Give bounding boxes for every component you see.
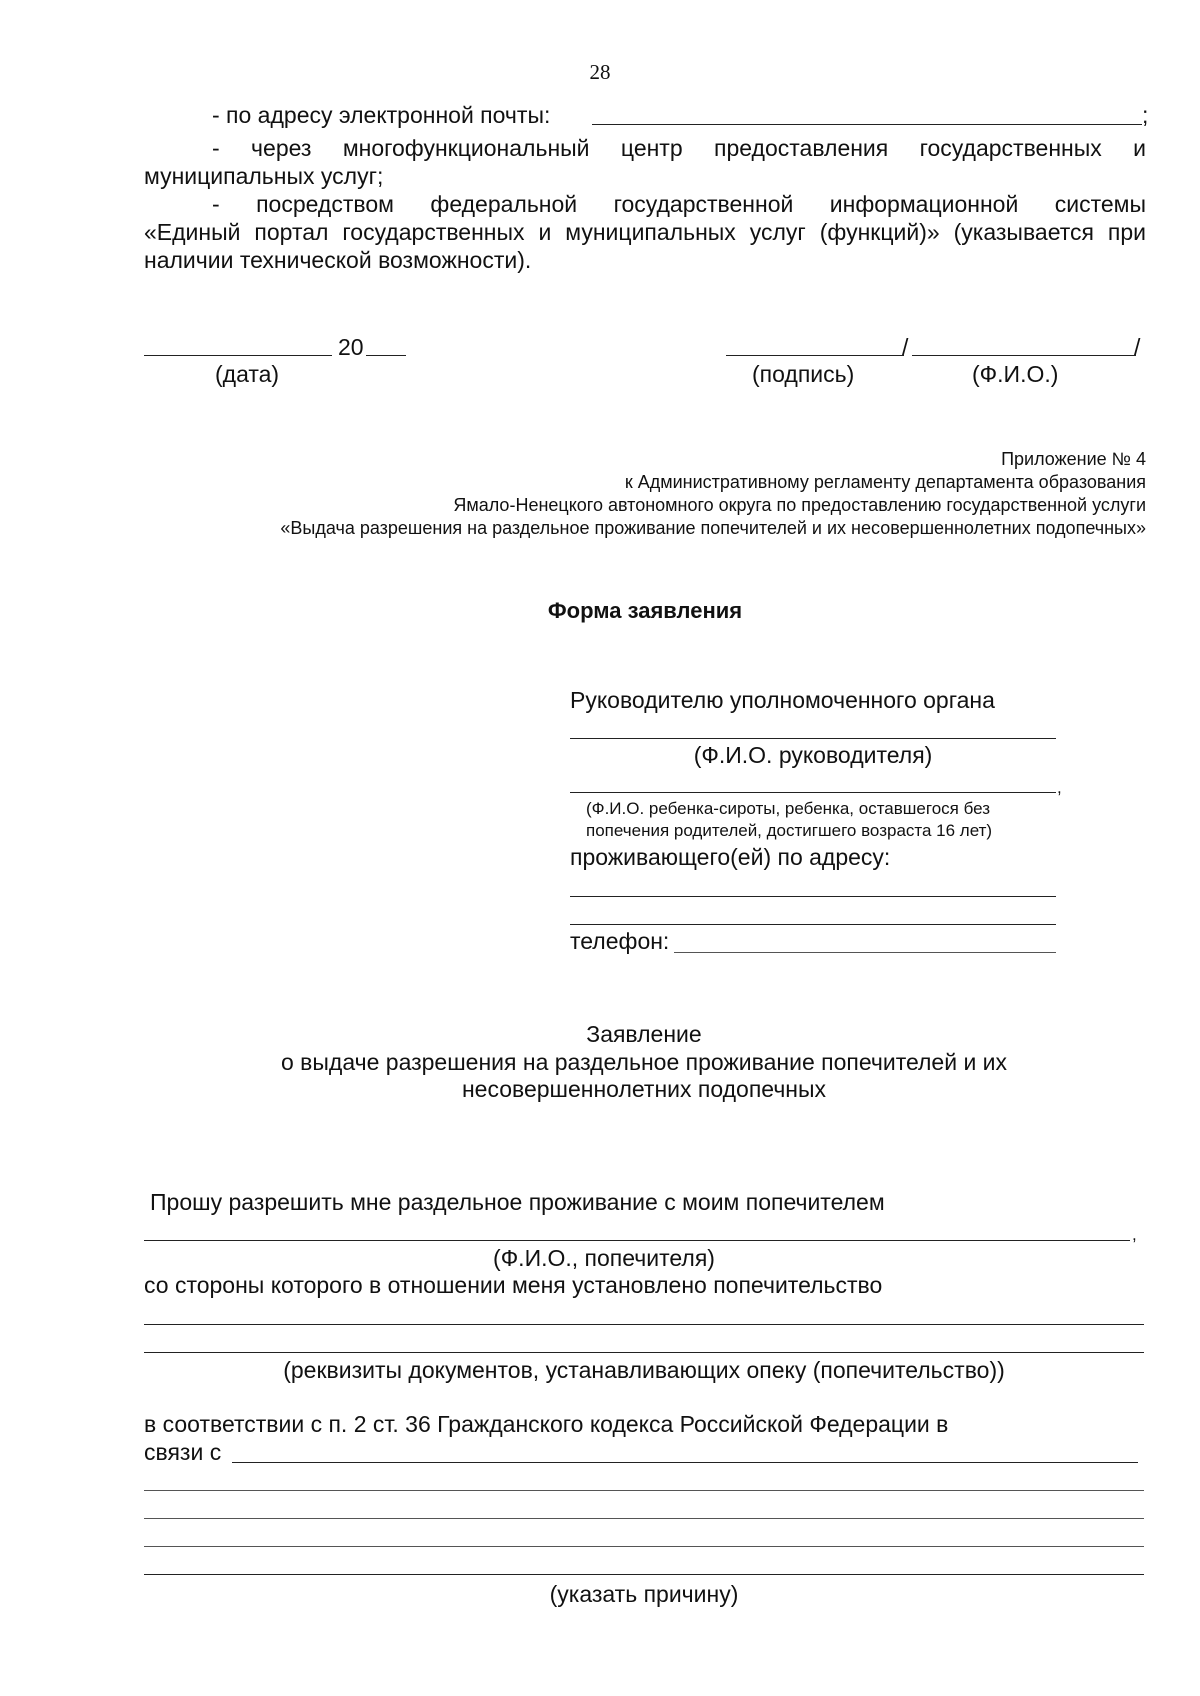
- reason-line-5: [144, 1574, 1144, 1575]
- date-year-prefix: 20: [338, 334, 364, 360]
- guardian-caption: (Ф.И.О., попечителя): [493, 1245, 715, 1271]
- child-caption-line1: (Ф.И.О. ребенка-сироты, ребенка, оставшегося без: [586, 799, 991, 818]
- appendix-region: Ямало-Ненецкого автономного округа по предоставлению государственной услуги: [453, 495, 1146, 515]
- docs-caption: (реквизиты документов, устанавливающих опеку (попечительство)): [283, 1357, 1005, 1383]
- child-fio-line: [570, 792, 1056, 793]
- signature-slash-1: /: [902, 334, 909, 360]
- portal-option-line1: - посредством федеральной государственной информационной системы: [212, 191, 1146, 217]
- mfc-option-line1: - через многофункциональный центр предоставления государственных и: [212, 135, 1146, 161]
- docs-line-2: [144, 1352, 1144, 1353]
- date-line: [144, 355, 332, 356]
- child-fio-comma: ,: [1057, 778, 1062, 797]
- form-title: Форма заявления: [547, 598, 743, 623]
- mfc-option-line2: муниципальных услуг;: [144, 163, 384, 189]
- child-caption-line2: попечения родителей, достигшего возраста 16 лет): [586, 821, 993, 840]
- page-number: 28: [589, 60, 611, 84]
- reason-line-2: [144, 1490, 1144, 1491]
- guardian-comma: ,: [1132, 1225, 1137, 1244]
- statement-subtitle-2: несовершеннолетних подопечных: [461, 1076, 827, 1102]
- signature-line: [726, 355, 904, 356]
- appendix-regulation: к Административному регламенту департамента образования: [624, 472, 1146, 492]
- reason-line-3: [144, 1518, 1144, 1519]
- reason-line-4: [144, 1546, 1144, 1547]
- email-option-label: - по адресу электронной почты:: [212, 102, 551, 128]
- statement-title: Заявление: [586, 1021, 702, 1047]
- signature-slash-2: /: [1134, 334, 1141, 360]
- phone-label: телефон:: [570, 928, 670, 954]
- portal-option-line2: «Единый портал государственных и муниципальных услуг (функций)» (указывается при: [144, 219, 1146, 245]
- fio-caption: (Ф.И.О.): [972, 361, 1059, 387]
- appendix-service-name: «Выдача разрешения на раздельное проживание попечителей и их несовершеннолетних подопечных»: [280, 518, 1146, 538]
- address-line-2: [570, 924, 1056, 925]
- address-line-1: [570, 896, 1056, 897]
- head-fio-caption: (Ф.И.О. руководителя): [693, 742, 933, 768]
- statement-subtitle-1: о выдаче разрешения на раздельное проживание попечителей и их: [280, 1049, 1008, 1075]
- addressee-to: Руководителю уполномоченного органа: [570, 687, 995, 713]
- guardian-fio-line: [144, 1240, 1130, 1241]
- phone-line: [674, 952, 1056, 953]
- law-text-line1: в соответствии с п. 2 ст. 36 Гражданского кодекса Российской Федерации в: [144, 1411, 949, 1437]
- fio-line: [912, 355, 1136, 356]
- request-text: Прошу разрешить мне раздельное проживание с моим попечителем: [150, 1189, 885, 1215]
- address-label: проживающего(ей) по адресу:: [570, 844, 891, 870]
- signature-caption: (подпись): [752, 361, 855, 387]
- email-option-end: ;: [1142, 102, 1149, 128]
- date-caption: (дата): [215, 361, 280, 387]
- law-text-line2: связи с: [144, 1439, 222, 1465]
- guardianship-text: со стороны которого в отношении меня установлено попечительство: [144, 1272, 883, 1298]
- head-fio-line: [570, 738, 1056, 739]
- email-field-line: [592, 124, 1142, 125]
- portal-option-line3: наличии технической возможности).: [144, 247, 532, 273]
- reason-caption: (указать причину): [549, 1581, 739, 1607]
- appendix-number: Приложение № 4: [1001, 449, 1146, 469]
- docs-line-1: [144, 1324, 1144, 1325]
- date-year-line: [366, 355, 406, 356]
- reason-line-1: [232, 1462, 1138, 1463]
